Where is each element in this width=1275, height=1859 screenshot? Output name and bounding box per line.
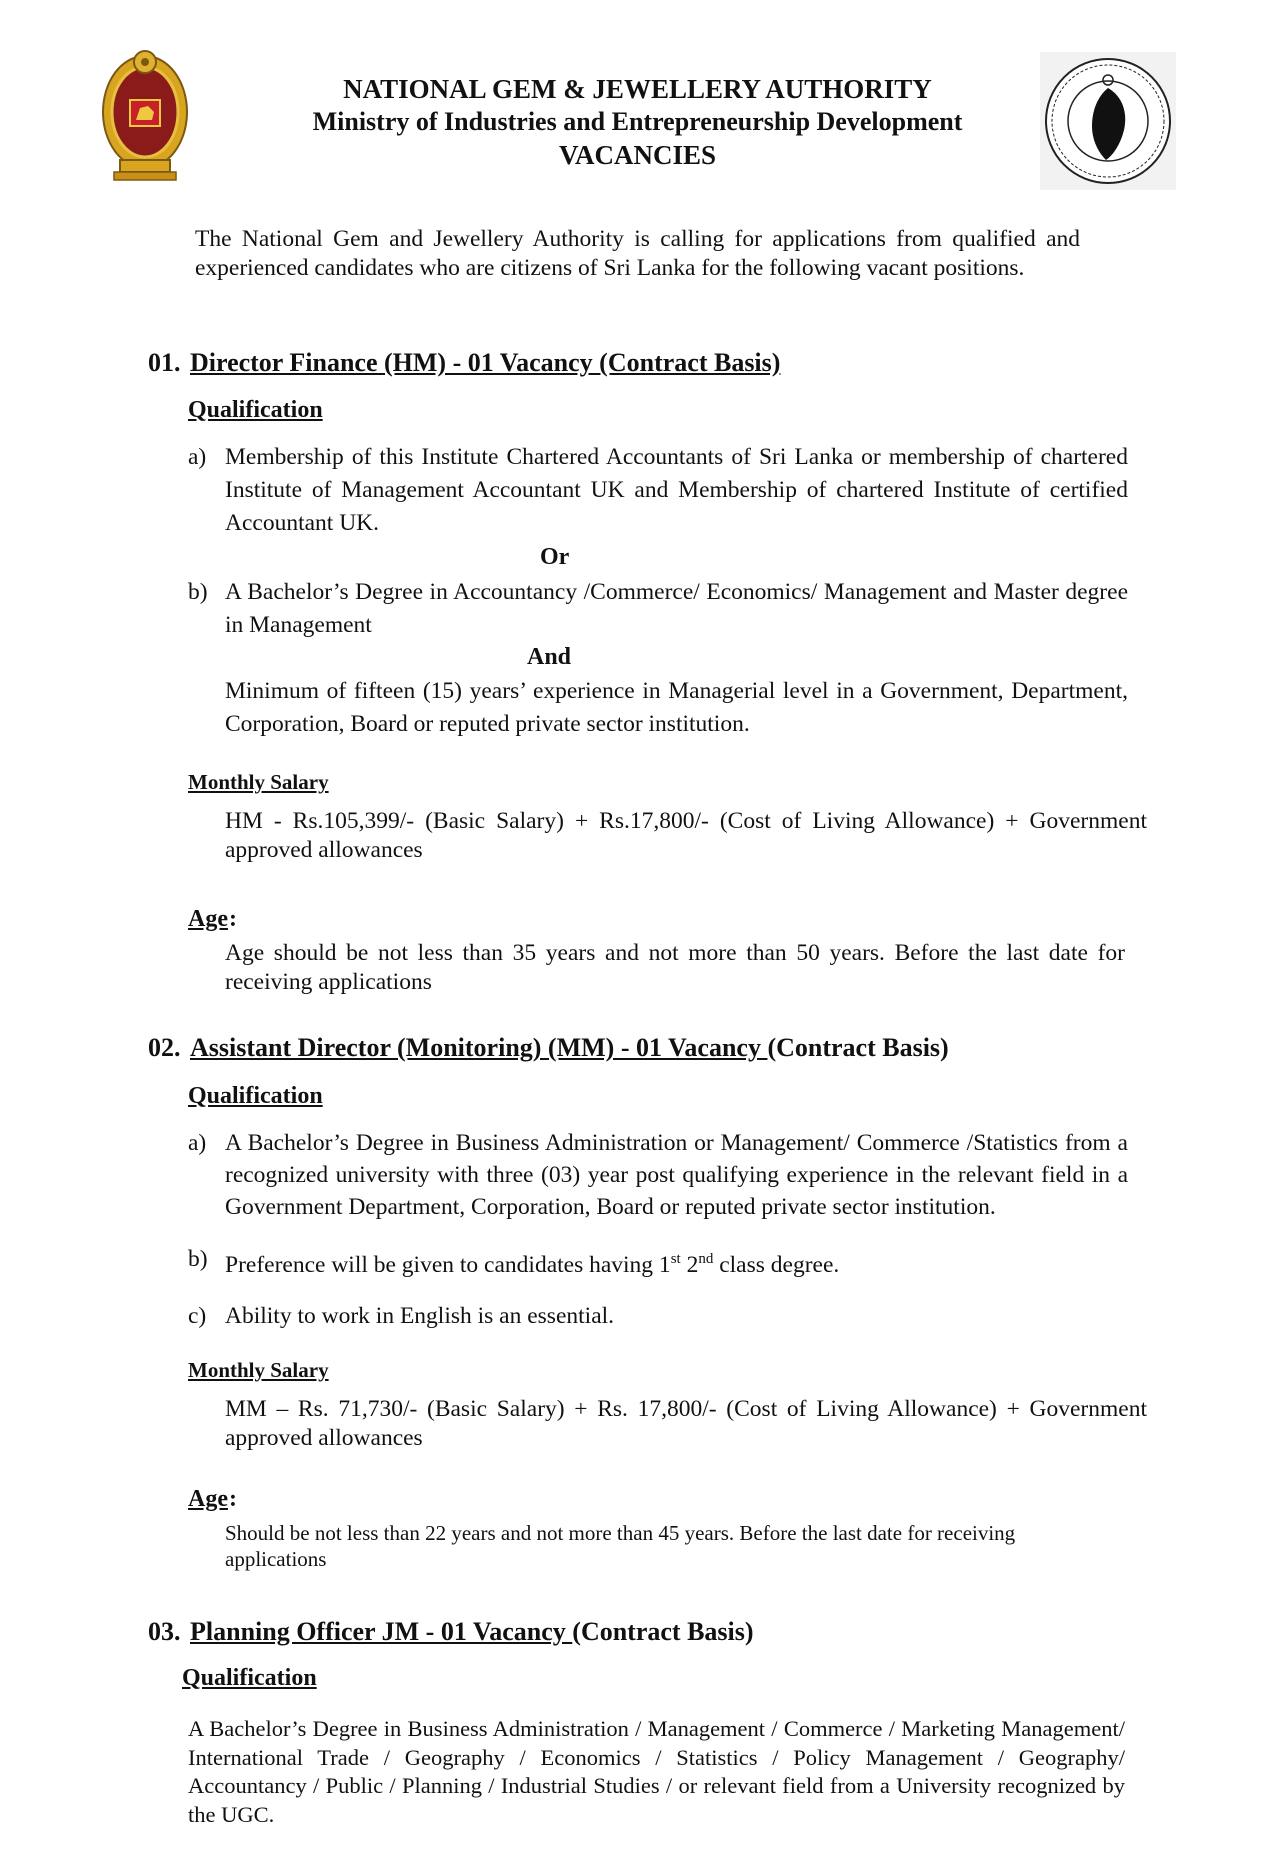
position-title: Assistant Director (Monitoring) (MM) - 01 Vacancy bbox=[190, 1033, 768, 1062]
salary-heading: Monthly Salary bbox=[188, 770, 329, 794]
qualification-item bbox=[188, 576, 1128, 642]
organization-name: NATIONAL GEM & JEWELLERY AUTHORITY bbox=[343, 74, 932, 104]
item-text bbox=[225, 1243, 1128, 1282]
item-text-part: class degree. bbox=[713, 1251, 840, 1278]
item-text: A Bachelor’s Degree in Accountancy /Commerce/ Economics/ Management and Master degree in Management bbox=[225, 579, 1128, 638]
age-text: Age should be not less than 35 years and not more than 50 years. Before the last date for receiving applications bbox=[225, 940, 1125, 995]
age-label: Age bbox=[188, 1486, 228, 1512]
salary-text: HM - Rs.105,399/- (Basic Salary) + Rs.17,800/- (Cost of Living Allowance) + Government approved allowances bbox=[225, 808, 1147, 863]
ngja-seal bbox=[1040, 52, 1176, 190]
experience-requirement bbox=[188, 675, 1128, 741]
qualification-text: A Bachelor’s Degree in Business Administration / Management / Commerce / Marketing Management/ International Trade / Geography / Economics / Statistics / Policy Management / Geography/ Accountancy / Public / Planning / Industrial Studies / or relevant field from a University recognized by the UGC. bbox=[188, 1716, 1125, 1827]
position-heading bbox=[148, 1617, 754, 1647]
position-heading bbox=[148, 348, 780, 378]
qualification-heading: Qualification bbox=[188, 397, 323, 423]
page-title: VACANCIES bbox=[558, 140, 717, 170]
age-colon: : bbox=[229, 906, 237, 932]
item-label: a) bbox=[188, 444, 207, 470]
age-heading bbox=[188, 906, 228, 933]
item-text: Ability to work in English is an essential. bbox=[225, 1303, 615, 1329]
ordinal-suffix: st bbox=[670, 1251, 681, 1267]
position-number: 02. bbox=[148, 1033, 181, 1062]
position-title: Planning Officer JM - 01 Vacancy bbox=[190, 1617, 573, 1646]
age-label: Age bbox=[188, 906, 228, 932]
experience-text: Minimum of fifteen (15) years’ experience in Managerial level in a Government, Department, Corporation, Board or reputed private sector institution. bbox=[225, 678, 1128, 737]
qualification-heading: Qualification bbox=[182, 1665, 317, 1691]
ministry-name: Ministry of Industries and Entrepreneurship Development bbox=[312, 107, 963, 136]
position-number: 01. bbox=[148, 348, 181, 377]
item-label: b) bbox=[188, 579, 208, 605]
item-label: a) bbox=[188, 1130, 207, 1156]
salary-heading: Monthly Salary bbox=[188, 1358, 329, 1382]
position-number: 03. bbox=[148, 1617, 181, 1646]
salary-text: MM – Rs. 71,730/- (Basic Salary) + Rs. 17,800/- (Cost of Living Allowance) + Government approved allowances bbox=[225, 1396, 1147, 1451]
item-text: Membership of this Institute Chartered Accountants of Sri Lanka or membership of chartered Institute of Management Accountant UK and Membership of chartered Institute of certified Accountant UK. bbox=[225, 444, 1128, 536]
and-connector: And bbox=[527, 644, 572, 670]
position-title: Director Finance (HM) - 01 Vacancy (Contract Basis) bbox=[190, 348, 781, 377]
qualification-item bbox=[188, 441, 1128, 540]
position-heading bbox=[148, 1033, 949, 1063]
item-text: A Bachelor’s Degree in Business Administration or Management/ Commerce /Statistics from a recognized university with three (03) year post qualifying experience in the relevant field in a Government Department, Corporation, Board or reputed private sector institution. bbox=[225, 1130, 1128, 1220]
item-label: c) bbox=[188, 1303, 207, 1329]
item-label: b) bbox=[188, 1246, 208, 1272]
qualification-heading: Qualification bbox=[188, 1083, 323, 1109]
intro-paragraph: The National Gem and Jewellery Authority is calling for applications from qualified and experienced candidates who are citizens of Sri Lanka for the following vacant positions. bbox=[195, 226, 1080, 281]
item-text-part: Preference will be given to candidates having 1 bbox=[225, 1251, 671, 1278]
qualification-item bbox=[188, 1300, 1128, 1333]
or-connector: Or bbox=[540, 544, 570, 570]
qualification-item bbox=[188, 1243, 1128, 1282]
item-text-part: 2 bbox=[680, 1251, 699, 1278]
position-basis: (Contract Basis) bbox=[767, 1033, 949, 1062]
age-text: Should be not less than 22 years and not more than 45 years. Before the last date for receiving applications bbox=[225, 1521, 1016, 1571]
age-heading bbox=[188, 1486, 228, 1513]
age-colon: : bbox=[229, 1486, 237, 1512]
qualification-item bbox=[188, 1127, 1128, 1223]
ordinal-suffix: nd bbox=[698, 1251, 714, 1267]
position-basis: (Contract Basis) bbox=[572, 1617, 754, 1646]
